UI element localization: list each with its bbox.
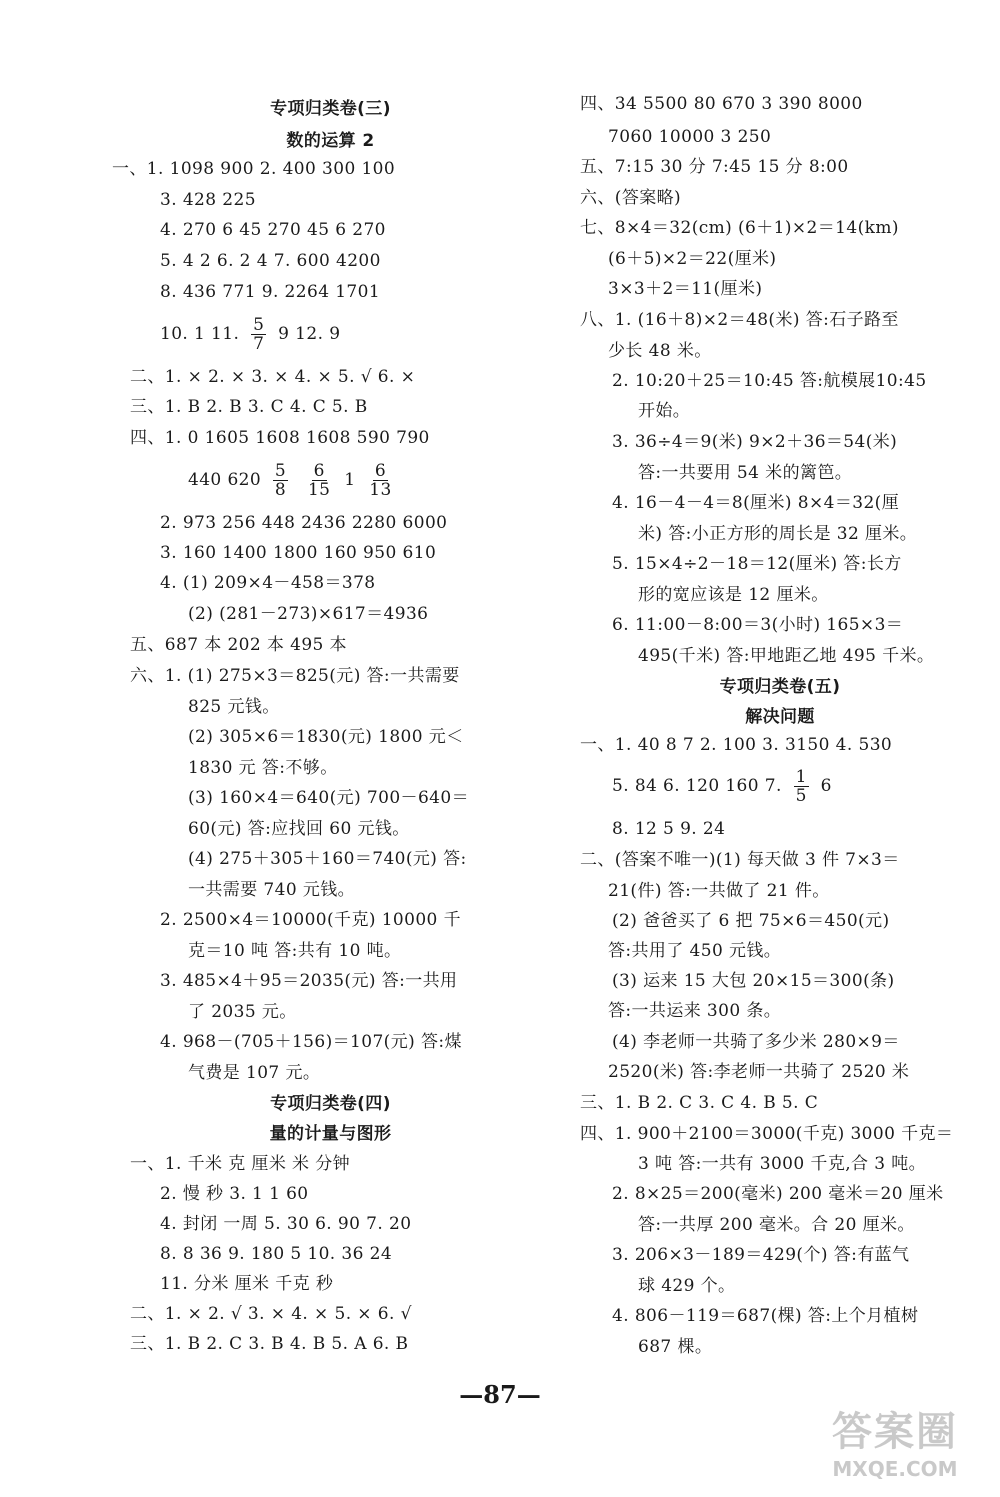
answer-line: 三、1. B 2. B 3. C 4. C 5. B xyxy=(130,397,368,417)
answer-line: 4. 806－119＝687(棵) 答:上个月植树 xyxy=(612,1306,919,1326)
answer-line: 3. 428 225 xyxy=(160,190,256,210)
answer-line: 形的宽应该是 12 厘米。 xyxy=(638,585,829,605)
section-subtitle: 解决问题 xyxy=(745,707,815,727)
answer-line: 七、8×4＝32(cm) (6＋1)×2＝14(km) xyxy=(580,218,899,238)
section-title: 专项归类卷(四) xyxy=(270,1094,391,1114)
answer-line: 了 2035 元。 xyxy=(188,1002,297,1022)
answer-line: 3. 160 1400 1800 160 950 610 xyxy=(160,543,437,563)
watermark xyxy=(800,1408,990,1492)
answer-line: 米) 答:小正方形的周长是 32 厘米。 xyxy=(638,524,918,544)
answer-line: 四、1. 0 1605 1608 1608 590 790 xyxy=(130,428,430,448)
answer-line: 3. 485×4＋95＝2035(元) 答:一共用 xyxy=(160,971,458,991)
answer-line: 11. 分米 厘米 千克 秒 xyxy=(160,1274,334,1294)
answer-line: 5. 84 6. 120 160 7. $\frac{1}{5}$ 6 xyxy=(612,767,832,806)
answer-line: 5. 4 2 6. 2 4 7. 600 4200 xyxy=(160,251,381,271)
answer-line: 气费是 107 元。 xyxy=(188,1063,321,1083)
answer-line: 5. 15×4÷2－18＝12(厘米) 答:长方 xyxy=(612,554,902,574)
answer-line: 8. 8 36 9. 180 5 10. 36 24 xyxy=(160,1244,393,1264)
answer-line: 一、1. 40 8 7 2. 100 3. 3150 4. 530 xyxy=(580,735,893,755)
section-title: 专项归类卷(三) xyxy=(270,99,391,119)
answer-line: 2. 8×25＝200(毫米) 200 毫米＝20 厘米 xyxy=(612,1184,944,1204)
answer-line: 4. 968－(705＋156)＝107(元) 答:煤 xyxy=(160,1032,462,1052)
answer-line: 三、1. B 2. C 3. C 4. B 5. C xyxy=(580,1093,819,1113)
answer-line: 开始。 xyxy=(638,401,691,421)
answer-line: 2520(米) 答:李老师一共骑了 2520 米 xyxy=(608,1062,910,1082)
answer-line: 四、34 5500 80 670 3 390 8000 xyxy=(580,94,863,114)
answer-line: (6＋5)×2＝22(厘米) xyxy=(608,249,777,269)
answer-line: (3) 160×4＝640(元) 700－640＝ xyxy=(188,788,470,808)
answer-line: 二、1. × 2. × 3. × 4. × 5. √ 6. × xyxy=(130,367,416,387)
answer-line: 8. 12 5 9. 24 xyxy=(612,819,726,839)
answer-line: 六、1. (1) 275×3＝825(元) 答:一共需要 xyxy=(130,666,460,686)
answer-line: 答:一共要用 54 米的篱笆。 xyxy=(638,463,853,483)
answer-line: (2) 305×6＝1830(元) 1800 元＜ xyxy=(188,727,464,747)
fraction: $\frac{5}{8}$ xyxy=(274,461,287,500)
answer-line: 4. 封闭 一周 5. 30 6. 90 7. 20 xyxy=(160,1214,412,1234)
answer-line: 1830 元 答:不够。 xyxy=(188,758,338,778)
answer-line: 7060 10000 3 250 xyxy=(608,127,772,147)
answer-line: 球 429 个。 xyxy=(638,1276,736,1296)
answer-line: 八、1. (16＋8)×2＝48(米) 答:石子路至 xyxy=(580,310,899,330)
answer-line: 2. 慢 秒 3. 1 1 60 xyxy=(160,1184,309,1204)
answer-line: 21(件) 答:一共做了 21 件。 xyxy=(608,881,830,901)
answer-line: 825 元钱。 xyxy=(188,697,280,717)
answer-line: 6. 11:00－8:00＝3(小时) 165×3＝ xyxy=(612,615,904,635)
fraction: $\frac{6}{13}$ xyxy=(369,461,392,500)
answer-line: 4. 16－4－4＝8(厘米) 8×4＝32(厘 xyxy=(612,493,900,513)
answer-line: 少长 48 米。 xyxy=(608,341,712,361)
answer-line: 答:一共运来 300 条。 xyxy=(608,1001,782,1021)
watermark-logo: 答案圈 xyxy=(832,1409,958,1455)
answer-line: 2. 10:20＋25＝10:45 答:航模展10:45 xyxy=(612,371,927,391)
answer-line: 10. 1 11. $\frac{5}{7}$ 9 12. 9 xyxy=(160,315,341,354)
answer-line: (4) 275＋305＋160＝740(元) 答: xyxy=(188,849,467,869)
answer-line: 3. 206×3－189＝429(个) 答:有蓝气 xyxy=(612,1245,910,1265)
answer-line: 五、7:15 30 分 7:45 15 分 8:00 xyxy=(580,157,849,177)
answer-line: 二、(答案不唯一)(1) 每天做 3 件 7×3＝ xyxy=(580,850,900,870)
page-number: —87— xyxy=(459,1380,541,1409)
fraction: $\frac{6}{15}$ xyxy=(307,461,331,500)
section-subtitle: 量的计量与图形 xyxy=(269,1124,392,1144)
answer-line: 二、1. × 2. √ 3. × 4. × 5. × 6. √ xyxy=(130,1304,412,1324)
answer-line: 495(千米) 答:甲地距乙地 495 千米。 xyxy=(638,646,935,666)
answer-line: 一共需要 740 元钱。 xyxy=(188,880,356,900)
fraction: $\frac{1}{5}$ xyxy=(795,767,807,806)
fraction: $\frac{5}{7}$ xyxy=(253,315,265,354)
answer-line: (2) (281－273)×617＝4936 xyxy=(188,604,429,624)
answer-line: 答:一共厚 200 毫米。合 20 厘米。 xyxy=(638,1215,915,1235)
answer-line: 六、(答案略) xyxy=(580,188,682,208)
answer-line: (2) 爸爸买了 6 把 75×6＝450(元) xyxy=(612,911,890,931)
answer-line: 3 吨 答:一共有 3000 千克,合 3 吨。 xyxy=(638,1154,927,1174)
answer-line: 克＝10 吨 答:共有 10 吨。 xyxy=(188,941,402,961)
answer-line: 3×3＋2＝11(厘米) xyxy=(608,279,763,299)
answer-line: 2. 2500×4＝10000(千克) 10000 千 xyxy=(160,910,461,930)
answer-line: 答:共用了 450 元钱。 xyxy=(608,941,782,961)
answer-line: 8. 436 771 9. 2264 1701 xyxy=(160,282,381,302)
section-title: 专项归类卷(五) xyxy=(719,677,841,697)
answer-line: (4) 李老师一共骑了多少米 280×9＝ xyxy=(612,1032,900,1052)
answer-line: 四、1. 900＋2100＝3000(千克) 3000 千克＝ xyxy=(580,1124,954,1144)
watermark-url: MXQE.COM xyxy=(832,1457,958,1481)
answer-line: 687 棵。 xyxy=(638,1337,713,1357)
answer-line: (3) 运来 15 大包 20×15＝300(条) xyxy=(612,971,895,991)
answer-line: 3. 36÷4＝9(米) 9×2＋36＝54(米) xyxy=(612,432,898,452)
answer-line: 一、1. 1098 900 2. 400 300 100 xyxy=(112,159,396,179)
section-subtitle: 数的运算 2 xyxy=(286,131,375,151)
answer-line: 4. 270 6 45 270 45 6 270 xyxy=(160,220,386,240)
answer-line: 2. 973 256 448 2436 2280 6000 xyxy=(160,513,448,533)
answer-line: 440 620 $\frac{5}{8}$ $\frac{6}{15}$ 1 $\frac{6}{13}$ xyxy=(188,461,392,500)
answer-line: 三、1. B 2. C 3. B 4. B 5. A 6. B xyxy=(130,1334,409,1354)
answer-line: 一、1. 千米 克 厘米 米 分钟 xyxy=(130,1154,351,1174)
answer-line: 五、687 本 202 本 495 本 xyxy=(130,635,347,655)
answer-line: 4. (1) 209×4－458＝378 xyxy=(160,573,376,593)
answer-line: 60(元) 答:应找回 60 元钱。 xyxy=(188,819,410,839)
